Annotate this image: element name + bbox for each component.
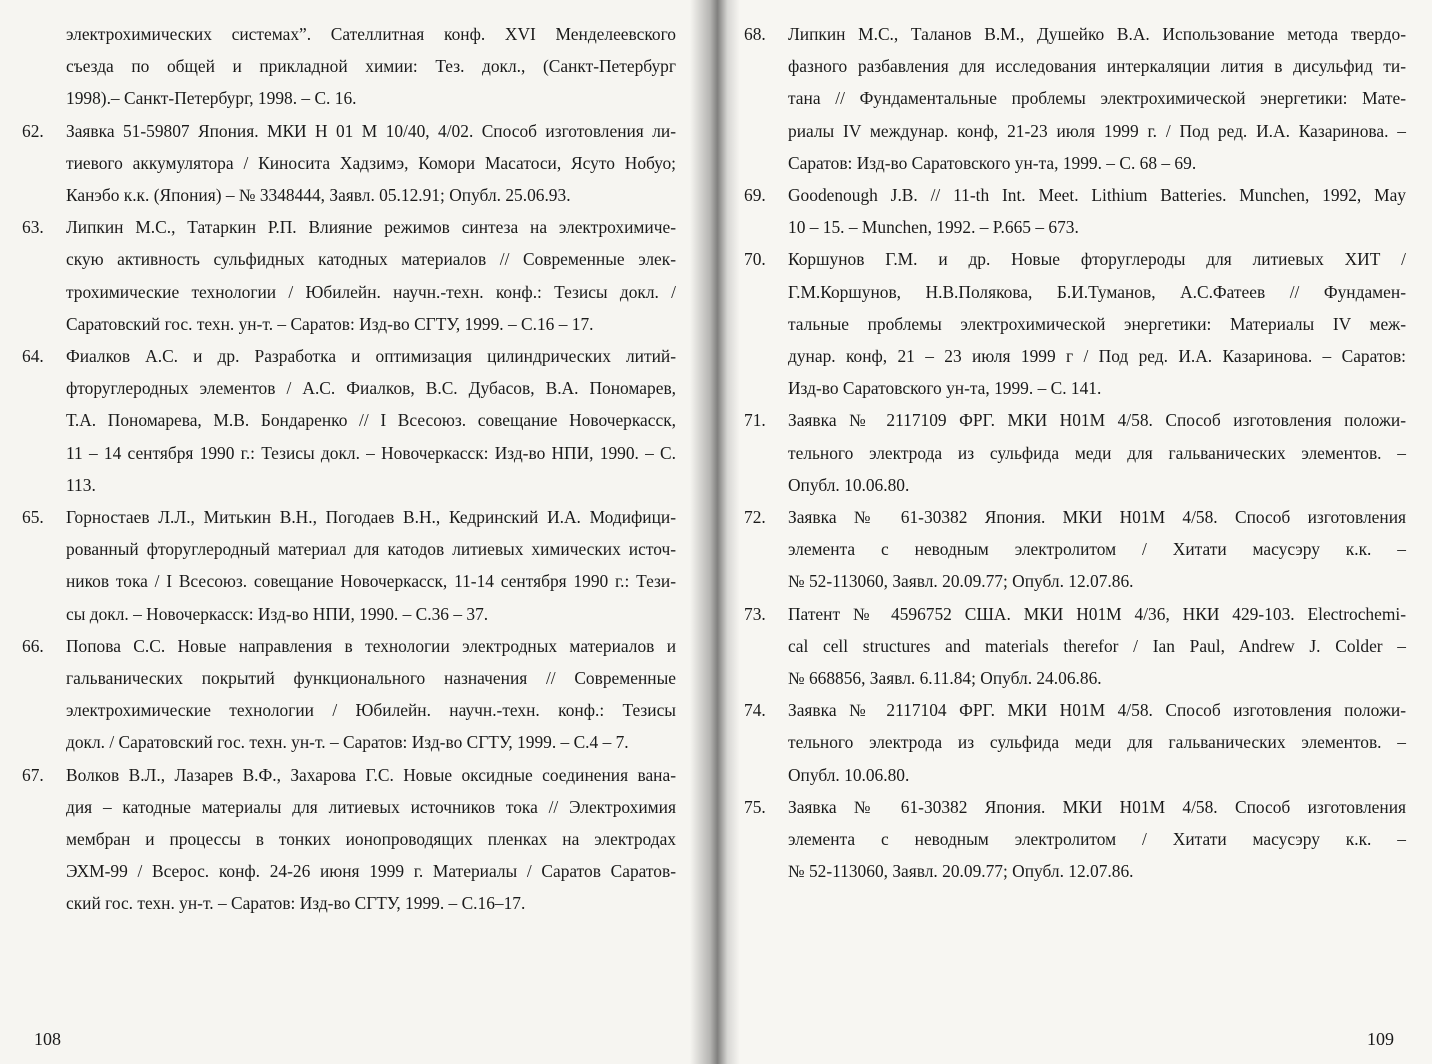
left-page bbox=[0, 0, 708, 1064]
reference-line: дунар. конф, 21 – 23 июля 1999 г / Под ред. И.А. Казаринова. – Саратов: bbox=[788, 346, 1406, 367]
reference-text: Заявка № 61-30382 Япония. МКИ H01M 4/58. Способ изготовления bbox=[788, 796, 1406, 817]
reference-line bbox=[744, 404, 1406, 436]
reference-entry bbox=[744, 243, 1406, 404]
reference-line: № 668856, Заявл. 6.11.84; Опубл. 24.06.86. bbox=[788, 668, 1102, 689]
reference-line: 1998).– Санкт-Петербург, 1998. – С. 16. bbox=[66, 88, 357, 109]
reference-line: тана // Фундаментальные проблемы электрохимической энергетики: Мате- bbox=[788, 88, 1406, 109]
reference-number: 70. bbox=[744, 249, 766, 270]
reference-entry bbox=[744, 598, 1406, 695]
reference-text: Заявка № 2117104 ФРГ. МКИ H01M 4/58. Способ изготовления положи- bbox=[788, 700, 1406, 721]
reference-line: докл. / Саратовский гос. техн. ун-т. – Саратов: Изд-во СГТУ, 1999. – С.4 – 7. bbox=[66, 732, 629, 753]
reference-line bbox=[744, 179, 1406, 211]
reference-line: ЭХМ-99 / Всерос. конф. 24-26 июня 1999 г. Материалы / Саратов Саратов- bbox=[66, 861, 676, 882]
left-column bbox=[22, 18, 676, 920]
reference-entry bbox=[744, 179, 1406, 243]
reference-text: Попова С.С. Новые направления в технологии электродных материалов и bbox=[66, 635, 676, 656]
reference-line: Опубл. 10.06.80. bbox=[788, 764, 910, 785]
reference-entry bbox=[744, 404, 1406, 501]
reference-text: Goodenough J.B. // 11-th Int. Meet. Lithium Batteries. Munchen, 1992, May bbox=[788, 185, 1406, 206]
reference-number: 73. bbox=[744, 603, 766, 624]
reference-text: Фиалков А.С. и др. Разработка и оптимизация цилиндрических литий- bbox=[66, 346, 676, 367]
reference-line: дия – катодные материалы для литиевых источников тока // Электрохимия bbox=[66, 796, 676, 817]
reference-text: Липкин М.С., Татаркин Р.П. Влияние режимов синтеза на электрохимиче- bbox=[66, 217, 676, 238]
reference-line bbox=[22, 211, 676, 243]
reference-number: 65. bbox=[22, 507, 44, 528]
reference-entry bbox=[22, 630, 676, 759]
reference-line: cal cell structures and materials therefor / Ian Paul, Andrew J. Colder – bbox=[788, 635, 1406, 656]
reference-line: ников тока / I Всесоюз. совещание Новочеркасск, 11-14 сентября 1990 г.: Тези- bbox=[66, 571, 676, 592]
reference-line bbox=[22, 501, 676, 533]
reference-entry bbox=[22, 340, 676, 501]
reference-line: Канэбо к.к. (Япония) – № 3348444, Заявл. 05.12.91; Опубл. 25.06.93. bbox=[66, 185, 571, 206]
reference-text: Волков В.Л., Лазарев В.Ф., Захарова Г.С. Новые оксидные соединения вана- bbox=[66, 764, 676, 785]
reference-line: фазного разбавления для исследования интеркаляции лития в дисульфид ти- bbox=[788, 56, 1406, 77]
reference-line: тальные проблемы электрохимической энергетики: Материалы IV меж- bbox=[788, 313, 1406, 334]
reference-number: 72. bbox=[744, 507, 766, 528]
reference-line: сы докл. – Новочеркасск: Изд-во НПИ, 1990. – С.36 – 37. bbox=[66, 603, 489, 624]
reference-number: 75. bbox=[744, 796, 766, 817]
reference-text: Коршунов Г.М. и др. Новые фторуглероды для литиевых ХИТ / bbox=[788, 249, 1406, 270]
reference-line: тельного электрода из сульфида меди для гальванических элементов. – bbox=[788, 732, 1406, 753]
reference-line: элемента с неводным электролитом / Хитати масусэру к.к. – bbox=[788, 829, 1406, 850]
page-number: 109 bbox=[1367, 1029, 1394, 1049]
reference-line: гальванических покрытий функционального назначения // Современные bbox=[66, 668, 676, 689]
reference-line: риалы IV междунар. конф, 21-23 июля 1999 г. / Под ред. И.А. Казаринова. – bbox=[788, 120, 1406, 141]
reference-entry bbox=[744, 501, 1406, 598]
continued-reference bbox=[22, 18, 676, 115]
reference-text: Заявка 51-59807 Япония. МКИ H 01 M 10/40, 4/02. Способ изготовления ли- bbox=[66, 120, 676, 141]
reference-number: 64. bbox=[22, 346, 44, 367]
reference-line: электрохимические технологии / Юбилейн. научн.-техн. конф.: Тезисы bbox=[66, 700, 676, 721]
reference-line bbox=[744, 18, 1406, 50]
reference-line: трохимические технологии / Юбилейн. научн.-техн. конф.: Тезисы докл. / bbox=[66, 281, 676, 302]
reference-line: мембран и процессы в тонких ионопроводящих пленках на электродах bbox=[66, 829, 676, 850]
reference-entry bbox=[22, 759, 676, 920]
reference-entry bbox=[22, 211, 676, 340]
reference-line: Т.А. Пономарева, М.В. Бондаренко // I Всесоюз. совещание Новочеркасск, bbox=[66, 410, 676, 431]
reference-number: 69. bbox=[744, 185, 766, 206]
reference-line: Саратовский гос. техн. ун-т. – Саратов: Изд-во СГТУ, 1999. – С.16 – 17. bbox=[66, 313, 594, 334]
reference-number: 74. bbox=[744, 700, 766, 721]
reference-line: элемента с неводным электролитом / Хитати масусэру к.к. – bbox=[788, 539, 1406, 560]
right-page bbox=[708, 0, 1432, 1064]
reference-line bbox=[744, 501, 1406, 533]
reference-line: 11 – 14 сентября 1990 г.: Тезисы докл. – Новочеркасск: Изд-во НПИ, 1990. – С. 113. bbox=[66, 442, 676, 495]
reference-line: ский гос. техн. ун-т. – Саратов: Изд-во СГТУ, 1999. – С.16–17. bbox=[66, 893, 526, 914]
reference-line bbox=[744, 694, 1406, 726]
reference-line: Изд-во Саратовского ун-та, 1999. – С. 141. bbox=[788, 378, 1102, 399]
reference-line: тельного электрода из сульфида меди для гальванических элементов. – bbox=[788, 442, 1406, 463]
reference-line: № 52-113060, Заявл. 20.09.77; Опубл. 12.07.86. bbox=[788, 861, 1134, 882]
reference-number: 71. bbox=[744, 410, 766, 431]
reference-text: Горностаев Л.Л., Митькин В.Н., Погодаев В.Н., Кедринский И.А. Модифици- bbox=[66, 507, 676, 528]
reference-line: Г.М.Коршунов, Н.В.Полякова, Б.И.Туманов, А.С.Фатеев // Фундамен- bbox=[788, 281, 1406, 302]
reference-entry bbox=[22, 501, 676, 630]
reference-line: Саратов: Изд-во Саратовского ун-та, 1999. – С. 68 – 69. bbox=[788, 152, 1197, 173]
reference-text: Заявка № 2117109 ФРГ. МКИ H01M 4/58. Способ изготовления положи- bbox=[788, 410, 1406, 431]
reference-line: 10 – 15. – Munchen, 1992. – P.665 – 673. bbox=[788, 217, 1079, 238]
reference-number: 68. bbox=[744, 24, 766, 44]
reference-line: Опубл. 10.06.80. bbox=[788, 474, 910, 495]
reference-line: рованный фторуглеродный материал для катодов литиевых химических источ- bbox=[66, 539, 676, 560]
reference-line bbox=[744, 791, 1406, 823]
reference-line: электрохимических системах”. Сателлитная конф. XVI Менделеевского bbox=[66, 24, 676, 44]
page-number: 108 bbox=[34, 1029, 61, 1049]
reference-line bbox=[744, 243, 1406, 275]
reference-text: Липкин М.С., Таланов В.М., Душейко В.А. Использование метода твердо- bbox=[788, 24, 1406, 44]
reference-number: 67. bbox=[22, 764, 44, 785]
reference-entry bbox=[22, 115, 676, 212]
reference-entry bbox=[744, 18, 1406, 179]
reference-line: тиевого аккумулятора / Киносита Хадзимэ, Комори Масатоси, Ясуто Нобуо; bbox=[66, 152, 676, 173]
right-column bbox=[744, 18, 1406, 887]
reference-number: 62. bbox=[22, 120, 44, 141]
reference-line bbox=[744, 598, 1406, 630]
reference-line: скую активность сульфидных катодных материалов // Современные элек- bbox=[66, 249, 676, 270]
reference-text: Заявка № 61-30382 Япония. МКИ H01M 4/58. Способ изготовления bbox=[788, 507, 1406, 528]
reference-text: Патент № 4596752 США. МКИ H01M 4/36, НКИ 429-103. Electrochemi- bbox=[788, 603, 1406, 624]
reference-entry bbox=[744, 694, 1406, 791]
reference-line: фторуглеродных элементов / А.С. Фиалков, В.С. Дубасов, В.А. Пономарев, bbox=[66, 378, 676, 399]
reference-line: № 52-113060, Заявл. 20.09.77; Опубл. 12.07.86. bbox=[788, 571, 1134, 592]
reference-line bbox=[22, 759, 676, 791]
reference-line bbox=[22, 340, 676, 372]
reference-line: съезда по общей и прикладной химии: Тез. докл., (Санкт-Петербург bbox=[66, 56, 676, 77]
reference-number: 66. bbox=[22, 635, 44, 656]
reference-entry bbox=[744, 791, 1406, 888]
reference-line bbox=[22, 115, 676, 147]
reference-list bbox=[744, 18, 1406, 887]
reference-number: 63. bbox=[22, 217, 44, 238]
reference-line bbox=[22, 630, 676, 662]
reference-list bbox=[22, 115, 676, 920]
